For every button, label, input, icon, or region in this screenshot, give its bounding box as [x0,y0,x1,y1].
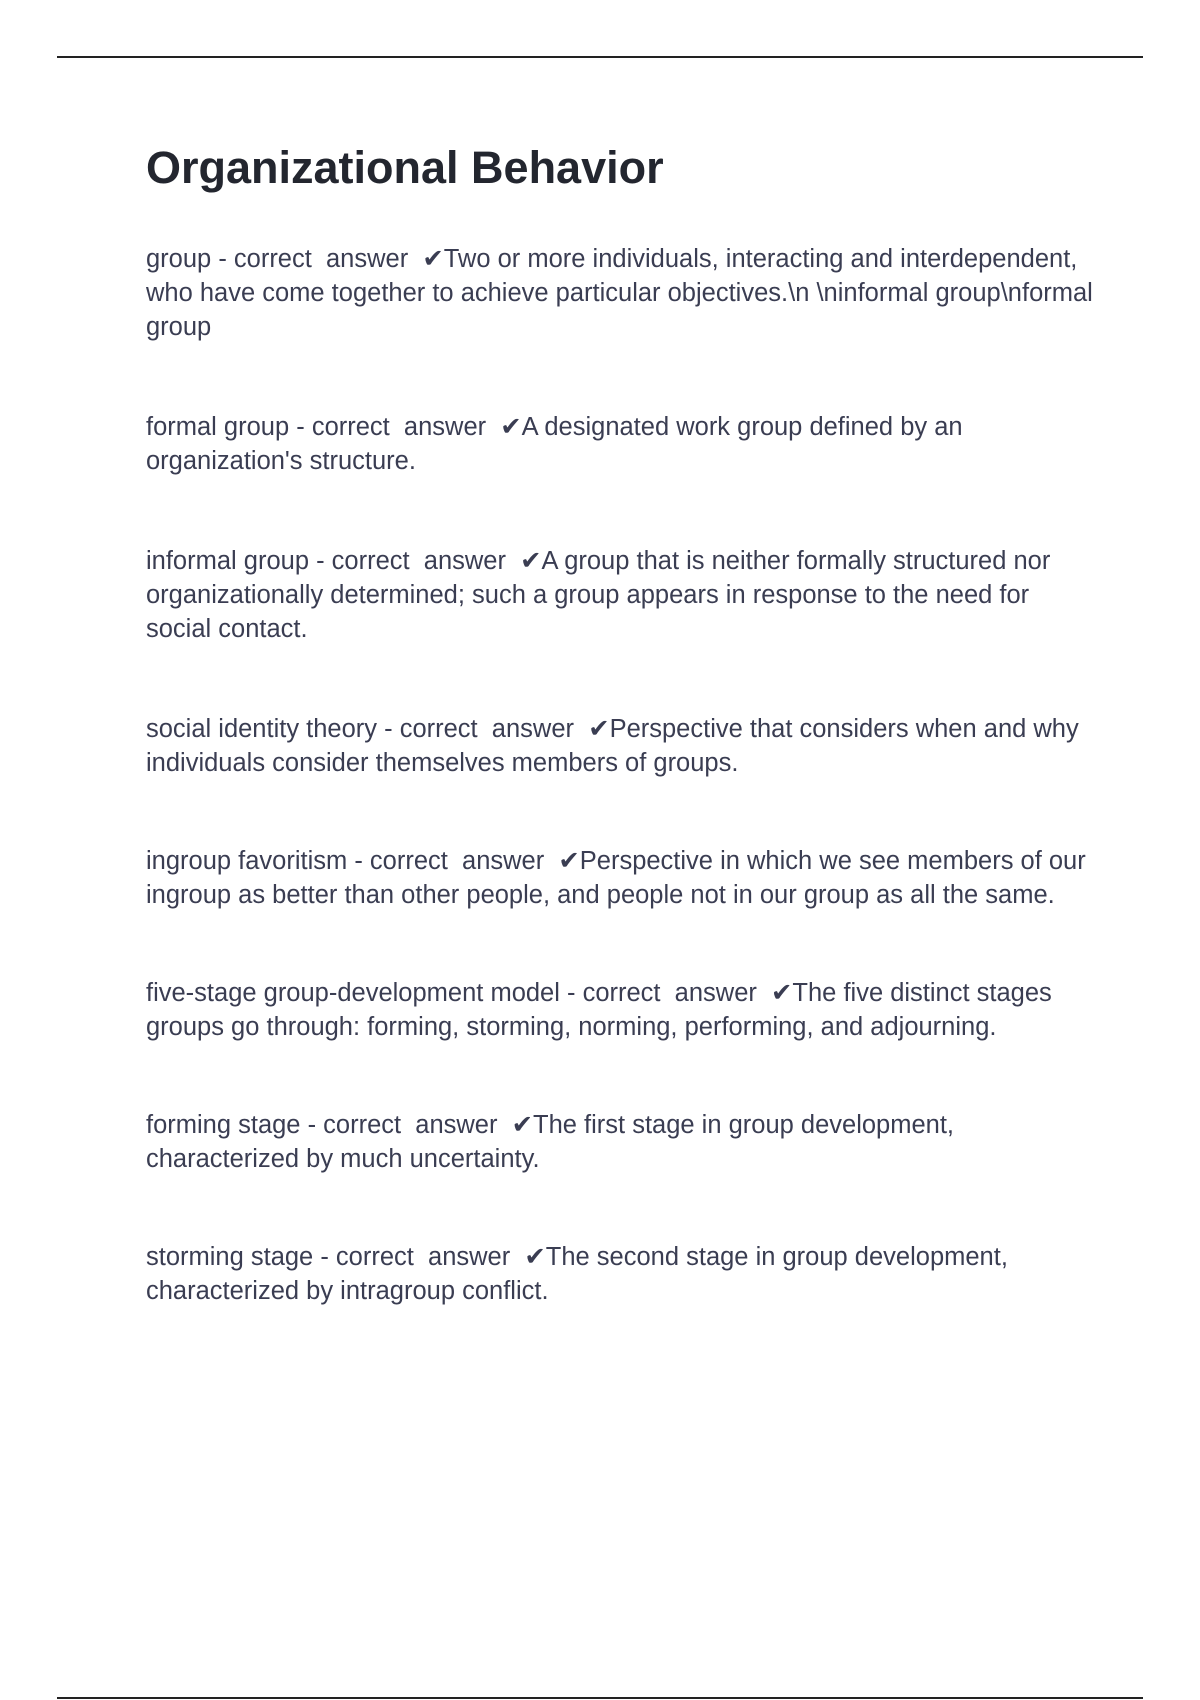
entry-definition: The second stage in group development, characterized by intragroup conflict. [146,1243,1015,1305]
check-icon: ✔ [558,847,580,875]
flashcard-entry [146,242,1100,344]
flashcard-entry [146,712,1096,780]
flashcard-entry [146,844,1096,912]
answer-separator: - correct answer [300,1111,512,1139]
entry-term: ingroup favoritism [146,847,348,875]
document-body [146,140,1100,1308]
answer-separator: - correct answer [347,847,559,875]
answer-separator: - correct answer [377,715,589,743]
entry-definition: A designated work group defined by an organization's structure. [146,413,970,475]
entry-term: formal group [146,413,290,441]
answer-separator: - correct answer [309,547,521,575]
flashcard-entry [146,1240,1096,1308]
top-rule [57,56,1143,58]
entry-definition: The first stage in group development, characterized by much uncertainty. [146,1111,962,1173]
check-icon: ✔ [500,413,522,441]
answer-separator: - correct answer [289,413,501,441]
flashcard-entry [146,410,1096,478]
entry-term: forming stage [146,1111,301,1139]
answer-separator: - correct answer [211,245,423,273]
entry-term: social identity theory [146,715,378,743]
flashcard-entry [146,1108,1096,1176]
entry-definition: Perspective in which we see members of our ingroup as better than other people, and people not in our group as all the same. [146,847,1093,909]
entry-definition: A group that is neither formally structured nor organizationally determined; such a group appears in response to the need for social contact. [146,547,1058,643]
bottom-rule [57,1697,1143,1699]
check-icon: ✔ [771,979,793,1007]
flashcard-entry [146,976,1096,1044]
page-title: Organizational Behavior [146,142,664,193]
entry-term: five-stage group-development model [146,979,560,1007]
check-icon: ✔ [588,715,610,743]
check-icon: ✔ [511,1111,534,1139]
entry-term: group [146,245,212,273]
check-icon: ✔ [524,1243,546,1271]
entry-definition: The five distinct stages groups go through: forming, storming, norming, performing, and adjourning. [146,979,1059,1041]
entry-term: informal group [146,547,309,575]
flashcard-entry [146,544,1096,646]
entry-definition: Perspective that considers when and why individuals consider themselves members of groups. [146,715,1086,777]
check-icon: ✔ [422,245,444,273]
entry-definition: Two or more individuals, interacting and interdependent, who have come together to achieve particular objectives.\n \ninformal group\nformal group [146,245,1100,341]
check-icon: ✔ [520,547,542,575]
answer-separator: - correct answer [313,1243,525,1271]
entry-term: storming stage [146,1243,314,1271]
answer-separator: - correct answer [559,979,772,1007]
